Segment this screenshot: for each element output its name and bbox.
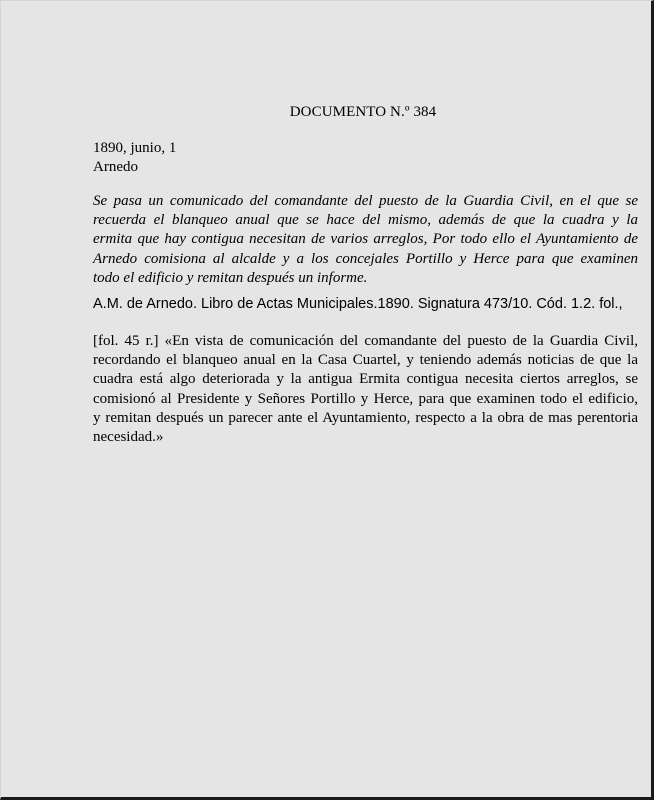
- document-title-text: DOCUMENTO N.º 384: [289, 104, 437, 120]
- summary-line: Arnedo comisiona al alcalde y a los concejales Portillo y Herce para que examinen: [93, 250, 638, 267]
- document-place: Arnedo: [93, 159, 138, 176]
- transcription-line: y remitan después un parecer ante el Ayuntamiento, respecto a la obra de mas perentoria: [93, 409, 638, 426]
- document-title: [1, 103, 654, 121]
- document-meta: [93, 139, 638, 177]
- summary-line: Se pasa un comunicado del comandante del puesto de la Guardia Civil, en el que se: [93, 193, 638, 209]
- document-date: 1890, junio, 1: [93, 140, 177, 156]
- document-summary: [93, 192, 638, 288]
- summary-line: todo el edificio y remitan después un informe.: [93, 269, 368, 286]
- transcription-line: comisionó al Presidente y Señores Portillo y Herce, para que examinen todo el edificio,: [93, 390, 638, 407]
- summary-line: recuerda el blanqueo anual que se hace del mismo, además de que la cuadra y la: [93, 212, 638, 229]
- transcription-line: [fol. 45 r.] «En vista de comunicación del comandante del puesto de la Guardia Civil,: [93, 333, 638, 349]
- transcription-line: cuadra está algo deteriorada y la antigua Ermita contigua necesita ciertos arreglos, se: [93, 371, 638, 388]
- transcription-line: recordando el blanqueo anual en la Casa Cuartel, y teniendo además noticias de que la: [93, 352, 638, 369]
- summary-line: ermita que hay contigua necesitan de varios arreglos, Por todo ello el Ayuntamiento de: [93, 231, 638, 248]
- transcription-line: necesidad.»: [93, 429, 164, 446]
- document-source: A.M. de Arnedo. Libro de Actas Municipales.1890. Signatura 473/10. Cód. 1.2. fol.,: [93, 296, 623, 312]
- document-transcription: [93, 332, 638, 447]
